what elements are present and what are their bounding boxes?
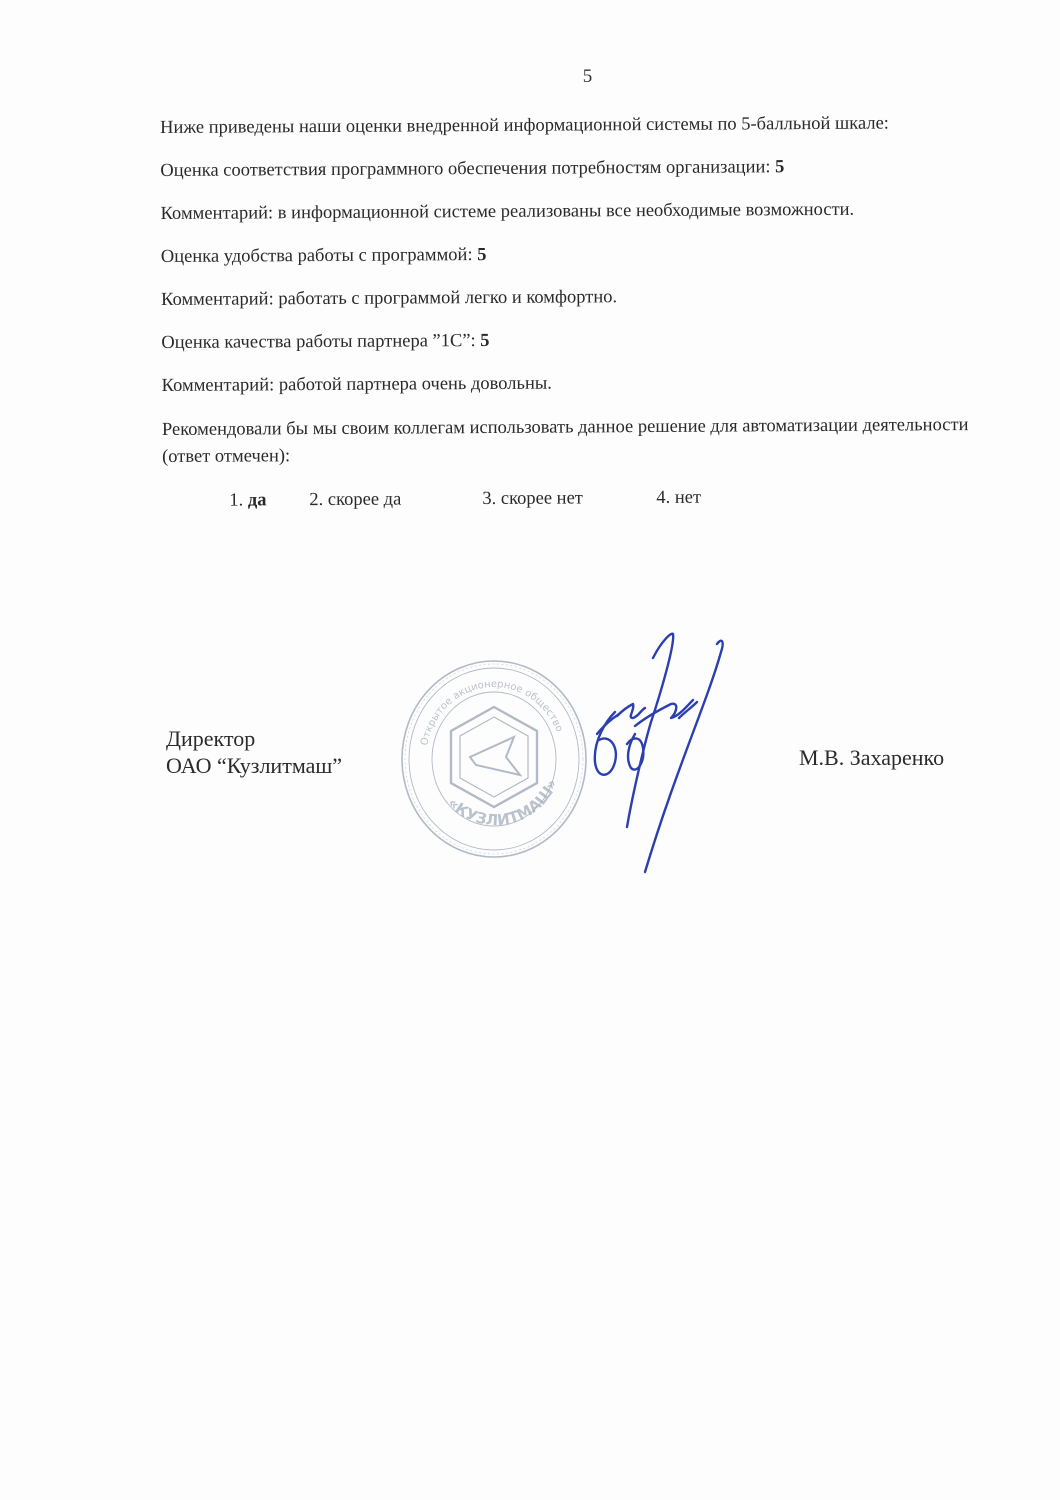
rating-score: 5 [775,157,785,178]
option-yes: 1. да [229,490,267,511]
rating-score: 5 [477,245,487,266]
signatory-organization: ОАО “Кузлитмаш” [166,753,343,778]
signatory-name: М.В. Захаренко [799,745,945,770]
rating-software-fit [160,154,990,183]
rating-comment: Комментарий: работой партнера очень довольны. [161,373,552,396]
option-rather-no: 3. скорее нет [482,488,583,510]
seal-outer-text: Открытое акционерное общество [419,678,565,747]
rating-score: 5 [480,330,490,352]
signatory-block [166,725,342,779]
handwritten-signature [575,622,735,887]
rating-comment: Комментарий: работать с программой легко и комфортно. [161,287,618,310]
rating-label: Оценка соответствия программного обеспечения потребностям организации: [160,157,776,181]
recommendation-options [162,486,992,517]
intro-text: Ниже приведены наши оценки внедренной информационной системы по 5-балльной шкале: [160,113,889,138]
rating-partner-quality [161,326,991,355]
document-body [160,111,992,517]
option-rather-yes: 2. скорее да [309,489,402,511]
company-seal [396,655,596,865]
svg-text:Открытое акционерное общество [419,679,564,747]
page-number: 5 [582,66,593,87]
recommendation-question: Рекомендовали бы мы своим коллегам использовать данное решение для автоматизации деятельности (ответ отмечен): [161,415,969,467]
rating-label: Оценка удобства работы с программой: [160,245,478,267]
rating-label: Оценка качества работы партнера ”1С”: [161,331,481,353]
option-no: 4. нет [656,487,702,508]
seal-center-text: «КУЗЛИТМАШ» [444,776,562,830]
rating-usability [161,240,991,269]
signatory-position: Директор [166,726,256,751]
rating-comment: Комментарий: в информационной системе реализованы все необходимые возможности. [160,199,855,224]
